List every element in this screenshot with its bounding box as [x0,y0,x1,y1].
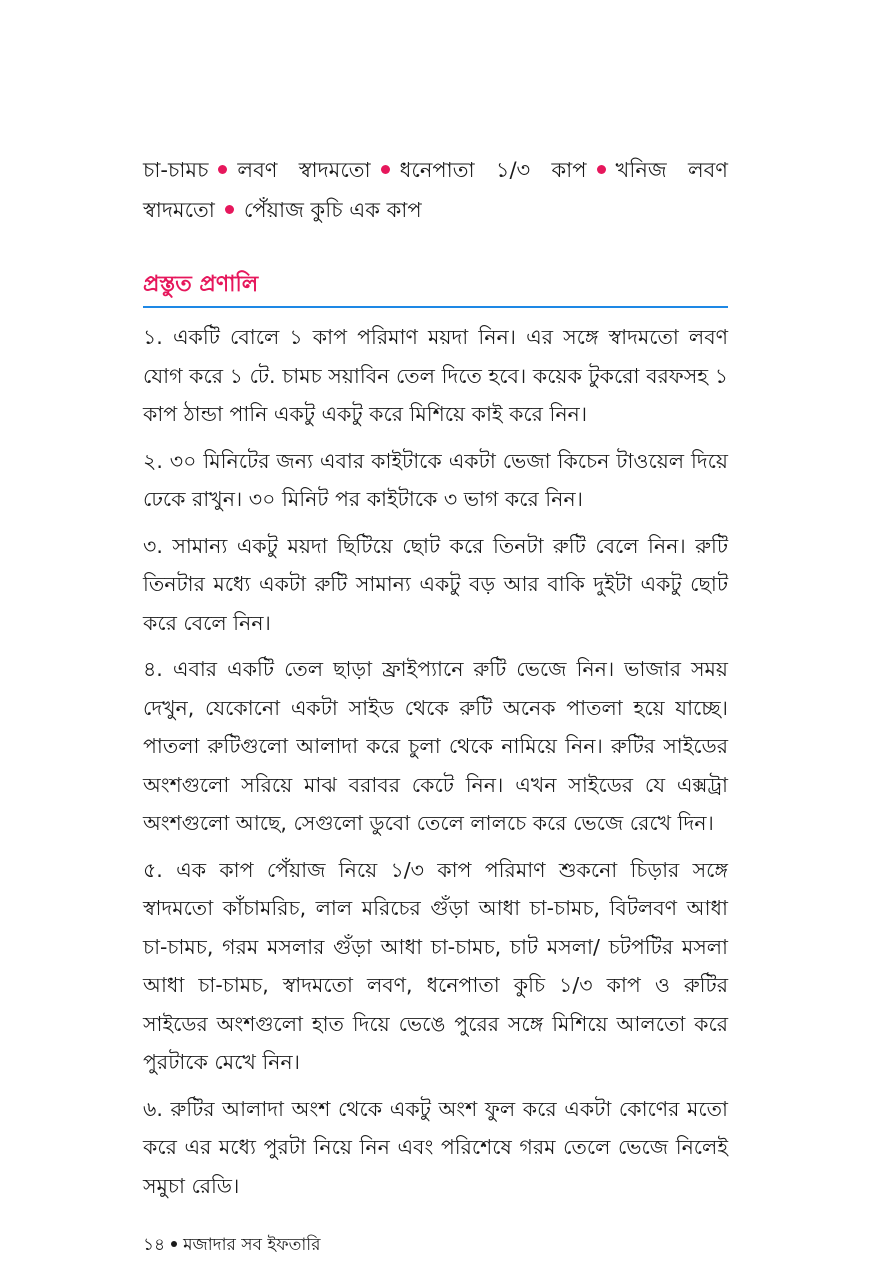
ingredient-item: লবণ স্বাদমতো [237,158,371,182]
page-footer [143,1232,321,1260]
ingredient-item: ধনেপাতা ১/৩ কাপ [399,158,587,182]
step-4: ৪. এবার একটি তেল ছাড়া ফ্রাইপ্যানে রুটি ভেজে নিন। ভাজার সময় দেখুন, যেকোনো একটা সাইড থেকে রুটি অনেক পাতলা হয়ে যাচ্ছে। পাতলা রুটিগুলো আলাদা করে চুলা থেকে নামিয়ে নিন। রুটির সাইডের অংশগুলো সরিয়ে মাঝ বরাবর কেটে নিন। এখন সাইডের যে এক্সট্রা অংশগুলো আছে, সেগুলো ডুবো তেলে লালচে করে ভেজে রেখে দিন। [143,657,728,835]
bullet-dot-icon [381,165,390,174]
book-title: মজাদার সব ইফতারি [183,1235,321,1255]
ingredient-item: পেঁয়াজ কুচি এক কাপ [243,198,422,222]
step-3: ৩. সামান্য একটু ময়দা ছিটিয়ে ছোট করে তিনটা রুটি বেলে নিন। রুটি তিনটার মধ্যে একটা রুটি সামান্য একটু বড় আর বাকি দুইটা একটু ছোট করে বেলে নিন। [143,533,728,635]
page-content [143,150,728,1213]
ingredient-item: খনিজ লবণ স্বাদমতো [143,158,728,222]
separator-dot-icon [171,1241,177,1247]
section-heading [143,268,728,308]
step-6: ৬. রুটির আলাদা অংশ থেকে একটু অংশ ফুল করে একটা কোণের মতো করে এর মধ্যে পুরটা নিয়ে নিন এবং পরিশেষে গরম তেলে ভেজে নিলেই সমুচা রেডি। [143,1096,728,1198]
ingredients-list [143,150,728,230]
bullet-dot-icon [218,165,227,174]
bullet-dot-icon [597,165,606,174]
step-1: ১. একটি বোলে ১ কাপ পরিমাণ ময়দা নিন। এর সঙ্গে স্বাদমতো লবণ যোগ করে ১ টে. চামচ সয়াবিন তেল দিতে হবে। কয়েক টুকরো বরফসহ ১ কাপ ঠান্ডা পানি একটু একটু করে মিশিয়ে কাই করে নিন। [143,325,728,426]
page-number: ১৪ [143,1235,166,1255]
ingredient-item: চা-চামচ [143,158,209,182]
step-2: ২. ৩০ মিনিটের জন্য এবার কাইটাকে একটা ভেজা কিচেন টাওয়েল দিয়ে ঢেকে রাখুন। ৩০ মিনিট পর কাইটাকে ৩ ভাগ করে নিন। [143,448,728,511]
bullet-dot-icon [225,205,234,214]
steps-list [143,318,728,1205]
section-title: প্রস্তুত প্রণালি [143,272,259,297]
step-5: ৫. এক কাপ পেঁয়াজ নিয়ে ১/৩ কাপ পরিমাণ শুকনো চিড়ার সঙ্গে স্বাদমতো কাঁচামরিচ, লাল মরিচের গুঁড়া আধা চা-চামচ, বিটলবণ আধা চা-চামচ, গরম মসলার গুঁড়া আধা চা-চামচ, চাট মসলা/ চটপটির মসলা আধা চা-চামচ, স্বাদমতো লবণ, ধনেপাতা কুচি ১/৩ কাপ ও রুটির সাইডের অংশগুলো হাত দিয়ে ভেঙে পুরের সঙ্গে মিশিয়ে আলতো করে পুরটাকে মেখে নিন। [143,857,728,1074]
